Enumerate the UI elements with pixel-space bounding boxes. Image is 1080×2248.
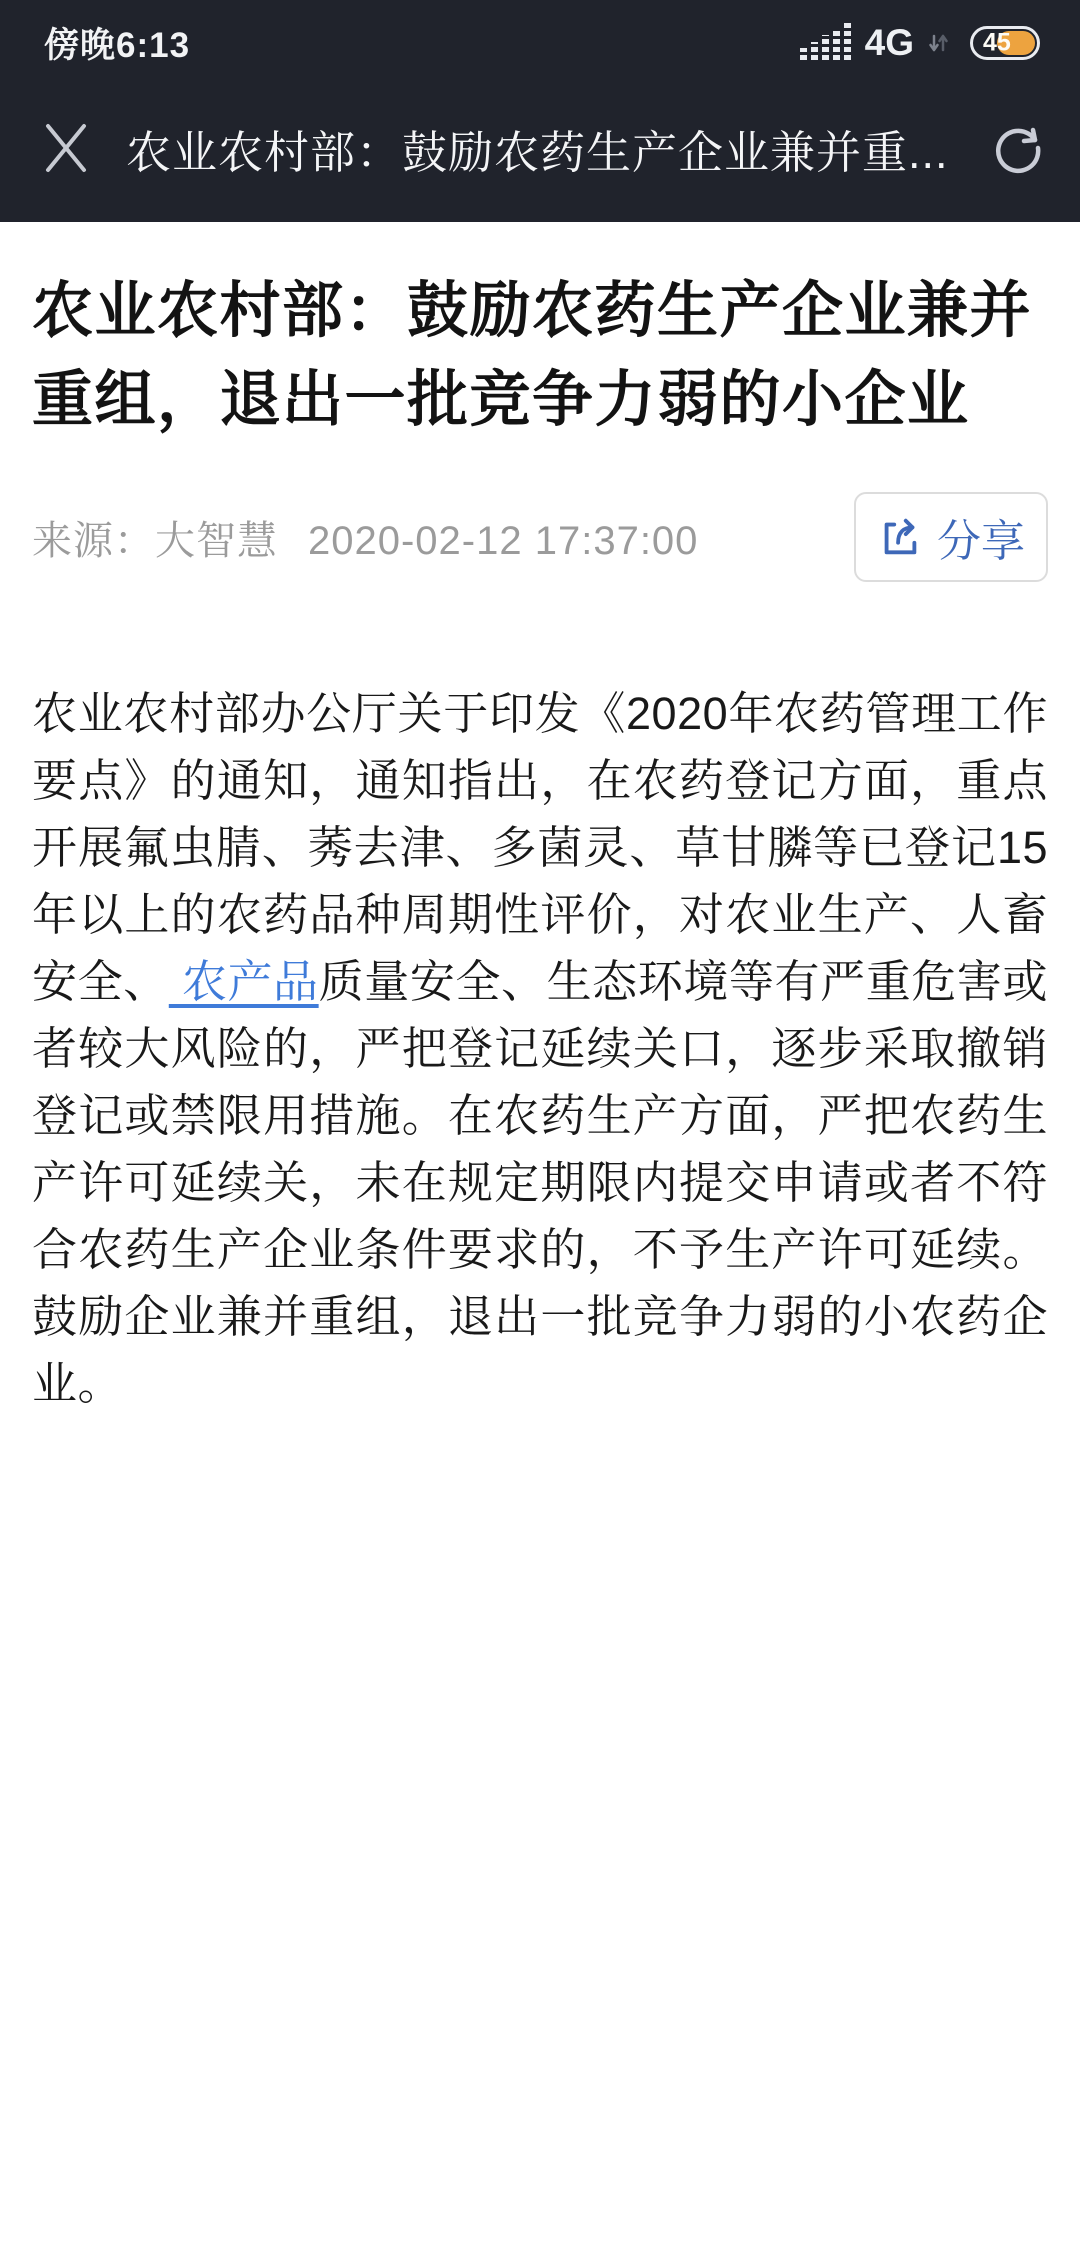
publish-time: 2020-02-12 17:37:00 — [308, 518, 699, 563]
status-indicators — [800, 22, 1040, 64]
data-activity-arrows-icon — [928, 28, 950, 58]
close-icon — [40, 122, 92, 174]
page-title: 农业农村部：鼓励农药生产企业兼并重... — [126, 126, 949, 178]
article-body — [32, 680, 1048, 1417]
source-label: 来源：大智慧 — [32, 518, 278, 563]
article — [0, 222, 1080, 2248]
signal-strength-icon — [800, 24, 851, 62]
share-button-label: 分享 — [937, 517, 1025, 566]
signal-bar — [833, 29, 840, 60]
battery-percent-label: 45 — [983, 28, 1011, 57]
refresh-button[interactable] — [986, 116, 1050, 180]
status-bar — [0, 0, 1080, 80]
battery-icon — [970, 26, 1040, 60]
signal-bar — [811, 42, 818, 60]
body-text-segment: 质量安全、生态环境等有严重危害或者较大风险的，严把登记延续关口，逐步采取撤销登记或禁限用措施。在农药生产方面，严把农药生产许可延续关，未在规定期限内提交申请或者不符合农药生产企业条件要求的，不予生产许可延续。鼓励企业兼并重组，退出一批竞争力弱的小农药企业。 — [32, 956, 1048, 1409]
signal-bar — [800, 48, 807, 60]
close-button[interactable] — [34, 116, 98, 180]
signal-bar — [822, 35, 829, 60]
nongchanpin-link[interactable]: 农产品 — [168, 956, 319, 1007]
share-icon — [877, 514, 923, 560]
article-meta-left — [32, 509, 698, 566]
refresh-icon — [990, 120, 1046, 176]
share-button[interactable] — [854, 492, 1048, 582]
article-meta — [32, 492, 1048, 582]
article-title: 农业农村部：鼓励农药生产企业兼并重组，退出一批竞争力弱的小企业 — [32, 276, 1033, 433]
signal-bar — [844, 23, 851, 60]
body-text-segment: 农业农村部办公厅关于印发《2020年农药管理工作要点》的通知，通知指出，在农药登记方面，重点开展氟虫腈、莠去津、多菌灵、草甘膦等已登记15年以上的农药品种周期性评价，对农业生产、人畜安全、 — [32, 688, 1048, 1007]
browser-chrome — [0, 0, 1080, 222]
network-type-label: 4G — [864, 22, 914, 63]
browser-navbar — [0, 80, 1080, 222]
clock-label: 傍晚6:13 — [44, 26, 191, 65]
